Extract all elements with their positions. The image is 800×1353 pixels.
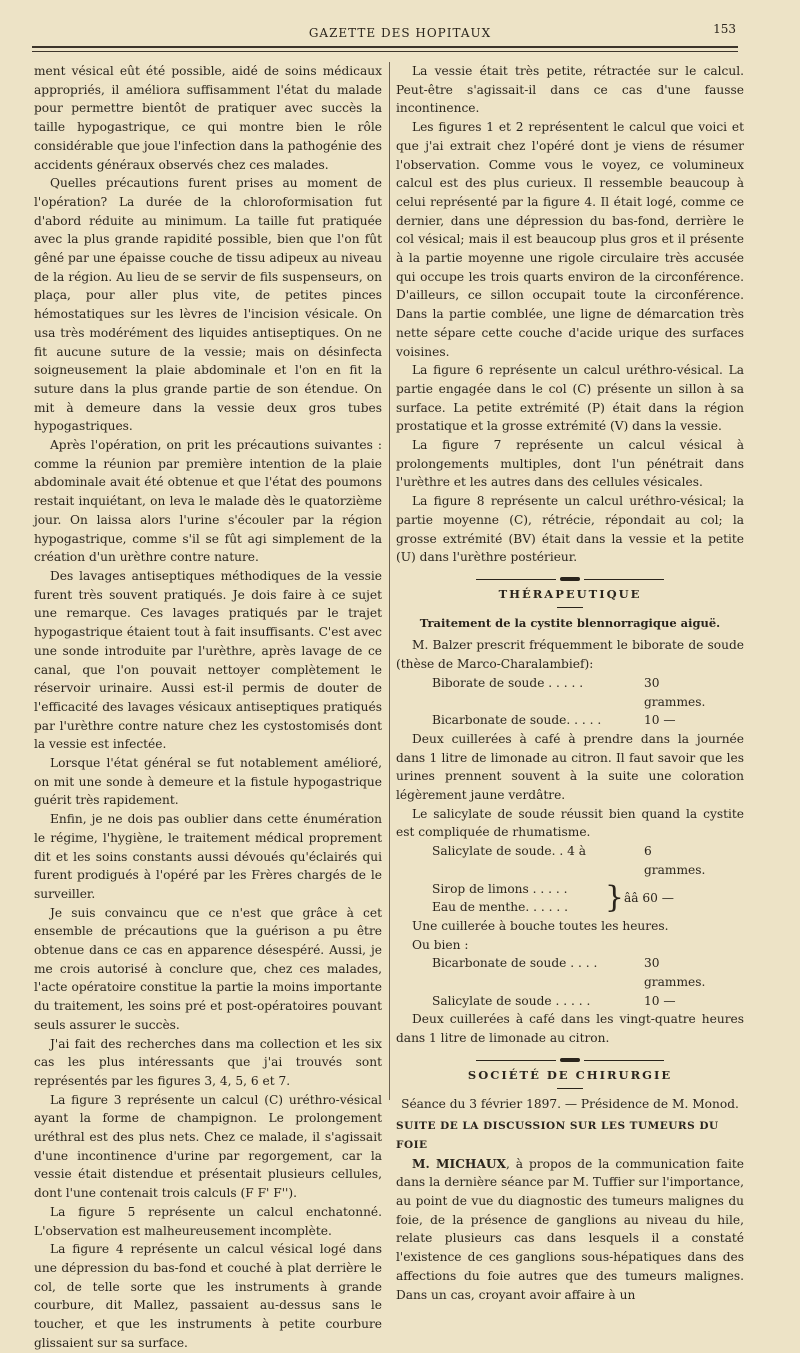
paragraph: La figure 7 représente un calcul vésical à prolongements multiples, dont l'un pénétrait dans l'urèthre et les autres dans des cellules vésicales. <box>396 438 744 490</box>
paragraph: La figure 4 représente un calcul vésical logé dans une dépression du bas-fond et couché à plat derrière le col, de telle sorte que les instruments à grande courbure, dit Mallez, passaient au-dessus sans le toucher, et que les instruments à petite courbure glissaient sur sa surface. <box>34 1242 382 1350</box>
paragraph-text: , à propos de la communication faite dans la dernière séance par M. Tuffier sur l'importance, au point de vue du diagnostic des tumeurs malignes du foie, de la présence de ganglions au niveau du hile, relate plusieurs cas dans lesquels il a constaté l'existence de ces ganglions sous-hépatiques dans des affections du foie autres que des tumeurs malignes. Dans un cas, croyant avoir affaire à un <box>396 1156 744 1302</box>
short-rule <box>557 1088 583 1089</box>
cystite-heading: Traitement de la cystite blennorragique aiguë. <box>419 615 721 630</box>
short-rule <box>557 607 583 608</box>
ingredient: Sirop de limons . . . . . <box>432 881 568 896</box>
right-column <box>396 62 744 1304</box>
paragraph: Les figures 1 et 2 représentent le calcul que voici et que j'ai extrait chez l'opéré dont je viens de résumer l'observation. Comme vous le voyez, ce volumineux calcul est des plus curieux. Il ressemble beaucoup à celui représenté par la figure 4. Il était logé, comme ce dernier, dans une dépression du bas-fond, derrière le col vésical; mais il est beaucoup plus gros et il présente à la partie moyenne une rigole circulaire très accusée qui occupe les trois quarts environ de la circonférence. D'ailleurs, ce sillon occupait toute la circonférence. Dans la partie comblée, une ligne de démarcation très nette sépare cette couche d'acide urique des surfaces voisines. <box>396 120 744 359</box>
paragraph: Une cuillerée à bouche toutes les heures. <box>412 918 669 933</box>
paragraph: J'ai fait des recherches dans ma collection et les six cas les plus intéressants que j'ai trouvés sont représentés par les figures 3, 4, 5, 6 et 7. <box>34 1036 382 1088</box>
meeting-line: Séance du 3 février 1897. — Présidence de M. Monod. <box>401 1096 739 1111</box>
section-title-societe: SOCIÉTÉ DE CHIRURGIE <box>467 1067 673 1082</box>
prescription-line <box>396 842 744 879</box>
page-number: 153 <box>713 22 736 36</box>
paragraph: Des lavages antiseptiques méthodiques de la vessie furent très souvent pratiqués. Je dois faire à ce sujet une remarque. Ces lavages pratiqués par le trajet hypogastrique étaient tout à fait insuffisants. C'est avec une sonde introduite par l'urèthre, après lavage de ce canal, que l'on pouvait nettoyer complètement le réservoir urinaire. Aussi est-il permis de douter de l'efficacité des lavages vésicaux antiseptiques pratiqués par l'urèthre contre nature chez les cystostomisés dont la vessie est infectée. <box>34 568 382 752</box>
paragraph: La figure 5 représente un calcul enchatonné. L'observation est malheureusement incomplète. <box>34 1204 382 1238</box>
prescription-2 <box>396 842 744 917</box>
paragraph: Le salicylate de soude réussit bien quand la cystite est compliquée de rhumatisme. <box>396 806 744 840</box>
paragraph: Lorsque l'état général se fut notablement amélioré, on mit une sonde à demeure et la fistule hypogastrique guérit très rapidement. <box>34 756 382 808</box>
prescription-group <box>396 880 744 917</box>
paragraph <box>396 1155 744 1305</box>
prescription-line <box>396 674 744 711</box>
paragraph: La figure 6 représente un calcul uréthro-vésical. La partie engagée dans le col (C) présente un sillon à sa surface. La petite extrémité (P) était dans la région prostatique et la grosse extrémité (V) dans la vessie. <box>396 363 744 434</box>
paragraph: ment vésical eût été possible, aidé de soins médicaux appropriés, il améliora suffisamment l'état du malade pour permettre bientôt de pratiquer avec succès la taille hypogastrique, ce qui montre bien le rôle considérable que joue l'infection dans la pathogénie des accidents généraux observés chez ces malades. <box>34 64 382 172</box>
page-header <box>0 20 800 50</box>
column-divider <box>389 62 390 1100</box>
header-rule-thick <box>32 46 738 48</box>
left-column <box>34 62 382 1353</box>
paragraph: Enfin, je ne dois pas oublier dans cette énumération le régime, l'hygiène, le traitement médical proprement dit et les soins constants aussi dévoués qu'éclairés qui furent prodigués à l'opéré par les Frères chargés de le surveiller. <box>34 812 382 901</box>
prescription-line <box>396 954 744 991</box>
ingredient: Biborate de soude . . . . . <box>432 675 584 690</box>
ingredient: Bicarbonate de soude. . . . . <box>432 713 602 728</box>
header-rule-thin <box>32 51 738 52</box>
paragraph: M. Balzer prescrit fréquemment le biborate de soude (thèse de Marco-Charalambief): <box>396 638 744 672</box>
speaker-name: M. MICHAUX <box>412 1156 506 1171</box>
paragraph: Deux cuillerées à café à prendre dans la journée dans 1 litre de limonade au citron. Il faut savoir que les urines prennent souvent à la suite une coloration légèrement jaune verdâtre. <box>396 731 744 803</box>
discussion-heading: SUITE DE LA DISCUSSION SUR LES TUMEURS DU FOIE <box>396 1120 719 1151</box>
paragraph: Je suis convaincu que ce n'est que grâce à cet ensemble de précautions que la guérison a pu être obtenue dans ce cas en apparence désespéré. Aussi, je me crois autorisé à conclure que, chez ces malades, l'acte opératoire constitue la partie la moins importante du traitement, les soins pré et post-opératoires pouvant seuls assurer le succès. <box>34 905 382 1032</box>
section-title-therapeutique: THÉRAPEUTIQUE <box>498 586 642 601</box>
paragraph: Après l'opération, on prit les précautions suivantes : comme la réunion par première intention de la plaie abdominale avait été obtenue et que l'état des poumons restait inquiétant, on leva le malade dès le quatorzième jour. On laissa alors l'urine s'écouler par la région hypogastrique, comme s'il se fût agi simplement de la création d'un urèthre contre nature. <box>34 438 382 565</box>
paragraph: Quelles précautions furent prises au moment de l'opération? La durée de la chloroformisation fut d'abord réduite au minimum. La taille fut pratiquée avec la plus grande rapidité possible, bien que l'on fût gêné par une épaisse couche de tissu adipeux au niveau de la région. Au lieu de se servir de fils suspenseurs, on plaça, pour aller plus vite, de petites pinces hémostatiques sur les lèvres de l'incision vésicale. On usa très modérément des liquides antiseptiques. On ne fit aucune suture de la vessie; mais on désinfecta soigneusement la plaie abdominale et l'on en fit la suture dans la plus grande partie de son étendue. On mit à demeure dans la vessie deux gros tubes hypogastriques. <box>34 176 382 434</box>
quantity: 30 grammes. <box>644 956 706 990</box>
prescription-line <box>396 992 744 1011</box>
prescription-3 <box>396 954 744 1010</box>
paragraph: La figure 8 représente un calcul uréthro-vésical; la partie moyenne (C), rétrécie, répondait au col; la grosse extrémité (BV) était dans la vessie et la petite (U) dans l'urèthre postérieur. <box>396 494 744 565</box>
ingredient: Salicylate de soude . . . . . <box>432 993 591 1008</box>
section-divider <box>396 570 744 580</box>
quantity: 30 grammes. <box>644 675 706 709</box>
brace-glyph: } <box>604 880 624 916</box>
paragraph: La vessie était très petite, rétractée sur le calcul. Peut-être s'agissait-il dans ce cas d'une fausse incontinence. <box>396 64 744 116</box>
prescription-1 <box>396 674 744 730</box>
grouped-ingredients <box>432 880 605 917</box>
quantity: 6 grammes. <box>644 844 706 877</box>
prescription-line <box>396 711 744 730</box>
ingredient: Bicarbonate de soude . . . . <box>432 956 598 971</box>
ingredient: Eau de menthe. . . . . . <box>432 900 568 915</box>
quantity: ââ 60 — <box>624 890 674 905</box>
quantity: 10 — <box>644 713 676 728</box>
quantity: 10 — <box>644 993 676 1008</box>
ingredient: Salicylate de soude. . 4 à <box>432 844 587 859</box>
paragraph: Deux cuillerées à café dans les vingt-quatre heures dans 1 litre de limonade au citron. <box>396 1012 744 1046</box>
paragraph: La figure 3 représente un calcul (C) uréthro-vésical ayant la forme de champignon. Le prolongement uréthral est des plus nets. Chez ce malade, il s'agissait d'une incontinence d'urine par regorgement, car la vessie était distendue et présentait plusieurs cellules, dont l'une contenait trois calculs (F F' F''). <box>34 1092 382 1201</box>
section-divider <box>396 1051 744 1061</box>
paragraph: Ou bien : <box>412 937 469 952</box>
running-title: GAZETTE DES HOPITAUX <box>308 26 492 40</box>
